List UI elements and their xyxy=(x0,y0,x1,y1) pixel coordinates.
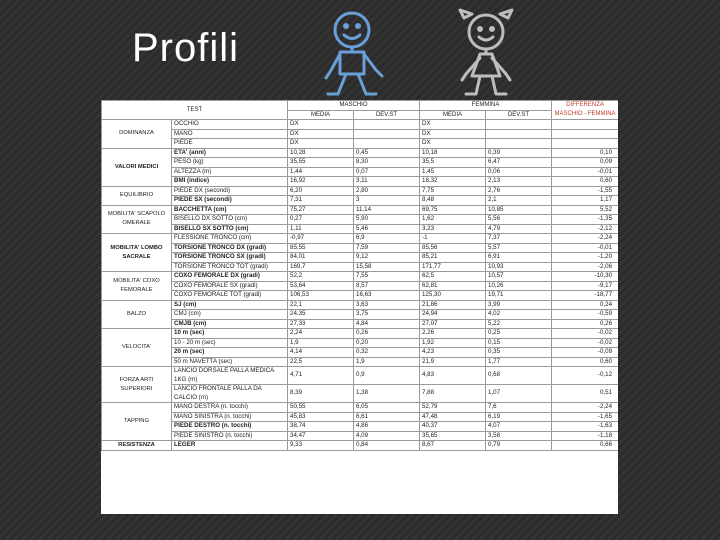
profile-table xyxy=(101,100,618,451)
maschio-devst-cell: 9,12 xyxy=(354,253,420,263)
differenza-cell: -0,02 xyxy=(552,338,618,348)
category-cell: EQUILIBRIO xyxy=(102,186,172,205)
femmina-media-cell: 7,75 xyxy=(420,186,486,196)
test-name-cell: CMJ (cm) xyxy=(172,310,288,320)
differenza-cell: -2,12 xyxy=(552,224,618,234)
differenza-cell: 0,60 xyxy=(552,177,618,187)
femmina-media-cell: 4,23 xyxy=(420,348,486,358)
test-name-cell: 20 m (sec) xyxy=(172,348,288,358)
maschio-devst-cell: 16,63 xyxy=(354,291,420,301)
femmina-devst-cell: 0,25 xyxy=(486,329,552,339)
table-row xyxy=(102,310,619,320)
test-name-cell: PIEDE DESTRO (n. tocchi) xyxy=(172,422,288,432)
maschio-media-cell: 27,33 xyxy=(288,319,354,329)
maschio-devst-cell: 3,63 xyxy=(354,300,420,310)
maschio-media-cell: 1,11 xyxy=(288,224,354,234)
maschio-media-cell: 1,9 xyxy=(288,338,354,348)
category-cell: TAPPING xyxy=(102,403,172,441)
table-row xyxy=(102,234,619,244)
maschio-devst-cell: 4,09 xyxy=(354,431,420,441)
maschio-media-cell: 34,47 xyxy=(288,431,354,441)
femmina-media-cell: 62,5 xyxy=(420,272,486,282)
header-media-f: MEDIA xyxy=(420,110,486,120)
table-row xyxy=(102,329,619,339)
differenza-cell: -2,24 xyxy=(552,403,618,413)
maschio-devst-cell xyxy=(354,120,420,130)
femmina-media-cell: 85,21 xyxy=(420,253,486,263)
maschio-media-cell: 4,14 xyxy=(288,348,354,358)
table-row xyxy=(102,422,619,432)
differenza-cell xyxy=(552,129,618,139)
maschio-devst-cell: 11,14 xyxy=(354,205,420,215)
femmina-devst-cell: 4,02 xyxy=(486,310,552,320)
header-media-m: MEDIA xyxy=(288,110,354,120)
femmina-media-cell: 8,67 xyxy=(420,441,486,451)
test-name-cell: PIEDE DX (secondi) xyxy=(172,186,288,196)
differenza-cell: 5,52 xyxy=(552,205,618,215)
test-name-cell: TORSIONE TRONCO SX (gradi) xyxy=(172,253,288,263)
category-cell: MOBILITA' LOMBO SACRALE xyxy=(102,234,172,272)
maschio-media-cell: 106,53 xyxy=(288,291,354,301)
category-cell: MOBILITA' SCAPOLO OMERALE xyxy=(102,205,172,234)
table-row xyxy=(102,291,619,301)
femmina-media-cell: 69,75 xyxy=(420,205,486,215)
femmina-media-cell: 27,07 xyxy=(420,319,486,329)
femmina-devst-cell: 10,85 xyxy=(486,205,552,215)
maschio-media-cell: 1,44 xyxy=(288,167,354,177)
maschio-devst-cell: 0,32 xyxy=(354,348,420,358)
test-name-cell: 10 m (sec) xyxy=(172,329,288,339)
test-name-cell: OCCHIO xyxy=(172,120,288,130)
test-name-cell: ALTEZZA (m) xyxy=(172,167,288,177)
femmina-media-cell: -1 xyxy=(420,234,486,244)
table-row xyxy=(102,403,619,413)
femmina-devst-cell: 1,77 xyxy=(486,357,552,367)
femmina-media-cell: 7,88 xyxy=(420,385,486,403)
maschio-devst-cell: 0,84 xyxy=(354,441,420,451)
table-row xyxy=(102,262,619,272)
table-row xyxy=(102,281,619,291)
differenza-cell: -1,35 xyxy=(552,215,618,225)
test-name-cell: BISELLO DX SOTTO (cm) xyxy=(172,215,288,225)
test-name-cell: PESO (kg) xyxy=(172,158,288,168)
femmina-media-cell: 85,56 xyxy=(420,243,486,253)
test-name-cell: COXO FEMORALE DX (gradi) xyxy=(172,272,288,282)
femmina-media-cell: 171,77 xyxy=(420,262,486,272)
differenza-cell: -0,12 xyxy=(552,367,618,385)
femmina-media-cell: DX xyxy=(420,120,486,130)
table-row xyxy=(102,158,619,168)
femmina-media-cell: 21,9 xyxy=(420,357,486,367)
data-table-sheet xyxy=(101,100,618,514)
maschio-devst-cell: 7,55 xyxy=(354,272,420,282)
table-row xyxy=(102,120,619,130)
differenza-cell: 0,60 xyxy=(552,357,618,367)
maschio-media-cell: 6,20 xyxy=(288,186,354,196)
maschio-media-cell: 22,1 xyxy=(288,300,354,310)
maschio-devst-cell: 2,80 xyxy=(354,186,420,196)
test-name-cell: BMI (indice) xyxy=(172,177,288,187)
maschio-media-cell: 22,5 xyxy=(288,357,354,367)
maschio-devst-cell: 5,46 xyxy=(354,224,420,234)
maschio-devst-cell: 5,90 xyxy=(354,215,420,225)
maschio-devst-cell: 6,61 xyxy=(354,412,420,422)
differenza-cell: -18,77 xyxy=(552,291,618,301)
femmina-devst-cell: 0,68 xyxy=(486,367,552,385)
femmina-media-cell: 62,81 xyxy=(420,281,486,291)
category-cell: VELOCITA' xyxy=(102,329,172,367)
test-name-cell: MANO xyxy=(172,129,288,139)
table-row xyxy=(102,243,619,253)
differenza-cell: -0,09 xyxy=(552,348,618,358)
femmina-devst-cell xyxy=(486,139,552,149)
maschio-devst-cell: 1,38 xyxy=(354,385,420,403)
differenza-cell: -9,17 xyxy=(552,281,618,291)
test-name-cell: MANO DESTRA (n. tocchi) xyxy=(172,403,288,413)
table-row xyxy=(102,139,619,149)
differenza-cell: -1,65 xyxy=(552,412,618,422)
differenza-cell: -1,55 xyxy=(552,186,618,196)
femmina-devst-cell: 5,57 xyxy=(486,243,552,253)
test-name-cell: PIEDE xyxy=(172,139,288,149)
table-row xyxy=(102,224,619,234)
table-row xyxy=(102,431,619,441)
femmina-devst-cell: 2,76 xyxy=(486,186,552,196)
femmina-media-cell: 125,30 xyxy=(420,291,486,301)
differenza-cell: -0,01 xyxy=(552,243,618,253)
table-row xyxy=(102,300,619,310)
maschio-media-cell: DX xyxy=(288,139,354,149)
maschio-devst-cell: 3,11 xyxy=(354,177,420,187)
maschio-media-cell: 45,83 xyxy=(288,412,354,422)
table-row xyxy=(102,441,619,451)
femmina-devst-cell xyxy=(486,120,552,130)
table-row xyxy=(102,412,619,422)
category-cell: VALORI MEDICI xyxy=(102,148,172,186)
test-name-cell: LEGER xyxy=(172,441,288,451)
differenza-cell: 1,17 xyxy=(552,196,618,206)
femmina-devst-cell: 0,15 xyxy=(486,338,552,348)
maschio-media-cell: 85,55 xyxy=(288,243,354,253)
differenza-cell: -2,24 xyxy=(552,234,618,244)
femmina-media-cell: 8,48 xyxy=(420,196,486,206)
femmina-devst-cell: 0,79 xyxy=(486,441,552,451)
header-differenza: DIFFERENZA MASCHIO - FEMMINA xyxy=(552,101,618,120)
femmina-media-cell: 35,65 xyxy=(420,431,486,441)
test-name-cell: ETA' (anni) xyxy=(172,148,288,158)
table-row xyxy=(102,338,619,348)
table-row xyxy=(102,177,619,187)
maschio-devst-cell: 15,58 xyxy=(354,262,420,272)
table-row xyxy=(102,348,619,358)
table-row xyxy=(102,253,619,263)
test-name-cell: TORSIONE TRONCO DX (gradi) xyxy=(172,243,288,253)
femmina-media-cell: 1,45 xyxy=(420,167,486,177)
maschio-media-cell: -0,97 xyxy=(288,234,354,244)
femmina-media-cell: 4,83 xyxy=(420,367,486,385)
table-row xyxy=(102,186,619,196)
header-femmina: FEMMINA xyxy=(420,101,552,111)
maschio-devst-cell: 0,9 xyxy=(354,367,420,385)
femmina-devst-cell: 3,99 xyxy=(486,300,552,310)
femmina-devst-cell: 10,57 xyxy=(486,272,552,282)
table-row xyxy=(102,215,619,225)
maschio-media-cell: 52,2 xyxy=(288,272,354,282)
differenza-cell: -10,30 xyxy=(552,272,618,282)
table-row xyxy=(102,367,619,385)
maschio-devst-cell: 6,05 xyxy=(354,403,420,413)
maschio-devst-cell: 4,86 xyxy=(354,422,420,432)
maschio-devst-cell: 8,57 xyxy=(354,281,420,291)
femmina-devst-cell: 4,07 xyxy=(486,422,552,432)
maschio-media-cell: 84,01 xyxy=(288,253,354,263)
femmina-media-cell: 3,23 xyxy=(420,224,486,234)
maschio-media-cell: 24,35 xyxy=(288,310,354,320)
maschio-devst-cell: 3,75 xyxy=(354,310,420,320)
test-name-cell: 10 - 20 m (sec) xyxy=(172,338,288,348)
femmina-devst-cell: 5,56 xyxy=(486,215,552,225)
femmina-devst-cell: 7,37 xyxy=(486,234,552,244)
table-row xyxy=(102,148,619,158)
femmina-media-cell: 10,18 xyxy=(420,148,486,158)
maschio-media-cell: 75,27 xyxy=(288,205,354,215)
differenza-cell xyxy=(552,120,618,130)
table-row xyxy=(102,196,619,206)
femmina-devst-cell: 6,91 xyxy=(486,253,552,263)
femmina-media-cell: DX xyxy=(420,139,486,149)
femmina-devst-cell: 7,6 xyxy=(486,403,552,413)
test-name-cell: BACCHETTA (cm) xyxy=(172,205,288,215)
maschio-devst-cell xyxy=(354,129,420,139)
femmina-media-cell: 18,32 xyxy=(420,177,486,187)
femmina-devst-cell: 10,93 xyxy=(486,262,552,272)
differenza-cell: 0,10 xyxy=(552,148,618,158)
femmina-devst-cell: 3,58 xyxy=(486,431,552,441)
test-name-cell: CMJB (cm) xyxy=(172,319,288,329)
differenza-cell: -0,59 xyxy=(552,310,618,320)
header-test: TEST xyxy=(102,101,288,120)
table-row xyxy=(102,319,619,329)
femmina-devst-cell: 4,79 xyxy=(486,224,552,234)
femmina-media-cell: 1,92 xyxy=(420,338,486,348)
differenza-cell: -0,02 xyxy=(552,329,618,339)
femmina-devst-cell: 19,71 xyxy=(486,291,552,301)
maschio-devst-cell: 1,9 xyxy=(354,357,420,367)
differenza-cell: -2,06 xyxy=(552,262,618,272)
header-devst-m: DEV.ST xyxy=(354,110,420,120)
maschio-media-cell: 169,7 xyxy=(288,262,354,272)
femmina-media-cell: 2,26 xyxy=(420,329,486,339)
category-cell: RESISTENZA xyxy=(102,441,172,451)
girl-stick-figure-icon xyxy=(442,8,532,98)
differenza-cell: -1,20 xyxy=(552,253,618,263)
femmina-media-cell: 21,86 xyxy=(420,300,486,310)
test-name-cell: MANO SINISTRA (n. tocchi) xyxy=(172,412,288,422)
category-cell: FORZA ARTI SUPERIORI xyxy=(102,367,172,403)
table-row xyxy=(102,129,619,139)
maschio-media-cell: 10,28 xyxy=(288,148,354,158)
femmina-devst-cell: 6,47 xyxy=(486,158,552,168)
maschio-devst-cell: 4,84 xyxy=(354,319,420,329)
maschio-devst-cell: 8,30 xyxy=(354,158,420,168)
maschio-media-cell: 38,74 xyxy=(288,422,354,432)
differenza-cell: -1,63 xyxy=(552,422,618,432)
femmina-media-cell: DX xyxy=(420,129,486,139)
maschio-media-cell: 8,39 xyxy=(288,385,354,403)
maschio-media-cell: 50,55 xyxy=(288,403,354,413)
test-name-cell: PIEDE SINISTRO (n. tocchi) xyxy=(172,431,288,441)
maschio-devst-cell: 3 xyxy=(354,196,420,206)
test-name-cell: TORSIONE TRONCO TOT (gradi) xyxy=(172,262,288,272)
maschio-devst-cell: 0,20 xyxy=(354,338,420,348)
differenza-cell: -0,01 xyxy=(552,167,618,177)
header-devst-f: DEV.ST xyxy=(486,110,552,120)
maschio-media-cell: DX xyxy=(288,120,354,130)
femmina-devst-cell: 0,35 xyxy=(486,348,552,358)
test-name-cell: SJ (cm) xyxy=(172,300,288,310)
maschio-media-cell: 16,92 xyxy=(288,177,354,187)
maschio-media-cell: 7,31 xyxy=(288,196,354,206)
differenza-cell: 0,51 xyxy=(552,385,618,403)
femmina-media-cell: 52,79 xyxy=(420,403,486,413)
femmina-devst-cell: 0,39 xyxy=(486,148,552,158)
maschio-devst-cell xyxy=(354,139,420,149)
maschio-devst-cell: 0,45 xyxy=(354,148,420,158)
femmina-media-cell: 1,62 xyxy=(420,215,486,225)
femmina-media-cell: 40,37 xyxy=(420,422,486,432)
femmina-devst-cell: 0,06 xyxy=(486,167,552,177)
femmina-devst-cell: 5,22 xyxy=(486,319,552,329)
test-name-cell: 50 m NAVETTA (sec) xyxy=(172,357,288,367)
maschio-devst-cell: 0,07 xyxy=(354,167,420,177)
test-name-cell: FLESSIONE TRONCO (cm) xyxy=(172,234,288,244)
differenza-cell: 0,09 xyxy=(552,158,618,168)
femmina-media-cell: 35,5 xyxy=(420,158,486,168)
femmina-devst-cell: 10,26 xyxy=(486,281,552,291)
maschio-media-cell: 2,24 xyxy=(288,329,354,339)
header-maschio: MASCHIO xyxy=(288,101,420,111)
table-row xyxy=(102,357,619,367)
femmina-media-cell: 24,94 xyxy=(420,310,486,320)
test-name-cell: PIEDE SX (secondi) xyxy=(172,196,288,206)
table-row xyxy=(102,272,619,282)
table-row xyxy=(102,167,619,177)
femmina-devst-cell: 2,1 xyxy=(486,196,552,206)
differenza-cell xyxy=(552,139,618,149)
slide-title: Profili xyxy=(132,26,240,70)
femmina-devst-cell: 1,07 xyxy=(486,385,552,403)
test-name-cell: LANCIO DORSALE PALLA MEDICA 1KG (m) xyxy=(172,367,288,385)
category-cell: BALZO xyxy=(102,300,172,329)
test-name-cell: BISELLO SX SOTTO (cm) xyxy=(172,224,288,234)
boy-stick-figure-icon xyxy=(316,8,396,98)
table-row xyxy=(102,205,619,215)
maschio-media-cell: 4,71 xyxy=(288,367,354,385)
differenza-cell: 0,26 xyxy=(552,319,618,329)
test-name-cell: COXO FEMORALE SX (gradi) xyxy=(172,281,288,291)
test-name-cell: LANCIO FRONTALE PALLA DA CALCIO (m) xyxy=(172,385,288,403)
maschio-devst-cell: 6,9 xyxy=(354,234,420,244)
maschio-devst-cell: 0,26 xyxy=(354,329,420,339)
test-name-cell: COXO FEMORALE TOT (gradi) xyxy=(172,291,288,301)
differenza-cell: 0,66 xyxy=(552,441,618,451)
category-cell: MOBILITA' COXO FEMORALE xyxy=(102,272,172,301)
maschio-media-cell: DX xyxy=(288,129,354,139)
maschio-media-cell: 9,33 xyxy=(288,441,354,451)
femmina-devst-cell: 6,19 xyxy=(486,412,552,422)
category-cell: DOMINANZA xyxy=(102,120,172,149)
femmina-devst-cell: 2,13 xyxy=(486,177,552,187)
maschio-media-cell: 0,27 xyxy=(288,215,354,225)
femmina-devst-cell xyxy=(486,129,552,139)
differenza-cell: 0,24 xyxy=(552,300,618,310)
maschio-media-cell: 53,64 xyxy=(288,281,354,291)
maschio-media-cell: 35,55 xyxy=(288,158,354,168)
differenza-cell: -1,18 xyxy=(552,431,618,441)
table-row xyxy=(102,385,619,403)
femmina-media-cell: 47,48 xyxy=(420,412,486,422)
maschio-devst-cell: 7,59 xyxy=(354,243,420,253)
